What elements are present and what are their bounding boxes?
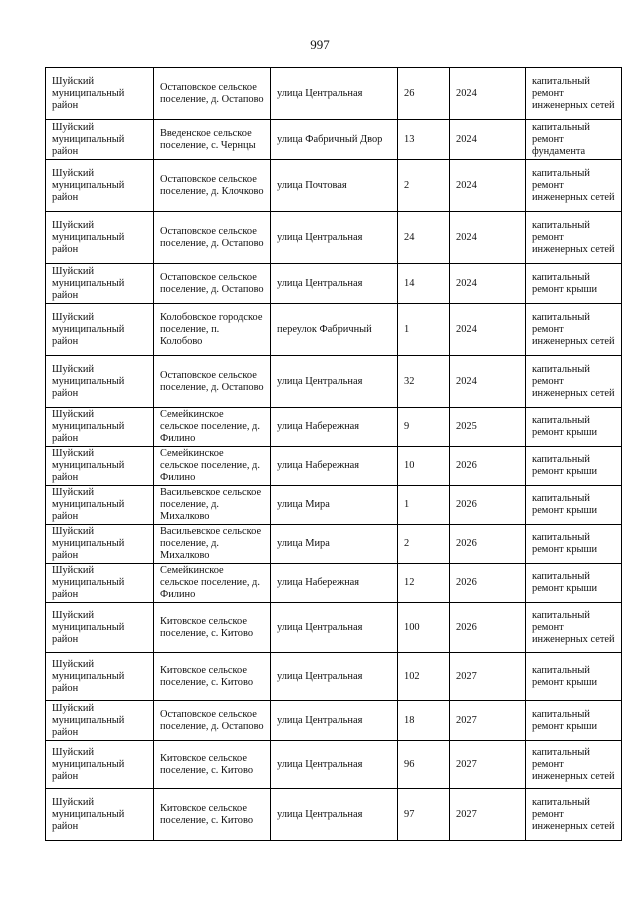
work-type-cell: капитальный ремонт инженерных сетей <box>526 304 622 356</box>
table-row <box>46 701 622 741</box>
district-cell: Шуйский муниципальный район <box>46 212 154 264</box>
house-number-cell: 96 <box>398 741 450 789</box>
house-number-cell: 10 <box>398 447 450 486</box>
table-row <box>46 789 622 841</box>
work-type-cell: капитальный ремонт крыши <box>526 564 622 603</box>
table-row <box>46 68 622 120</box>
street-cell: переулок Фабричный <box>271 304 398 356</box>
district-cell: Шуйский муниципальный район <box>46 120 154 160</box>
district-cell: Шуйский муниципальный район <box>46 701 154 741</box>
street-cell: улица Почтовая <box>271 160 398 212</box>
house-number-cell: 18 <box>398 701 450 741</box>
street-cell: улица Набережная <box>271 447 398 486</box>
house-number-cell: 14 <box>398 264 450 304</box>
work-type-cell: капитальный ремонт инженерных сетей <box>526 68 622 120</box>
settlement-cell: Остаповское сельское поселение, д. Остапово <box>154 356 271 408</box>
table-row <box>46 447 622 486</box>
settlement-cell: Остаповское сельское поселение, д. Остапово <box>154 68 271 120</box>
work-type-cell: капитальный ремонт фундамента <box>526 120 622 160</box>
street-cell: улица Центральная <box>271 264 398 304</box>
district-cell: Шуйский муниципальный район <box>46 356 154 408</box>
street-cell: улица Набережная <box>271 564 398 603</box>
house-number-cell: 100 <box>398 603 450 653</box>
table-row <box>46 120 622 160</box>
table-row <box>46 486 622 525</box>
house-number-cell: 32 <box>398 356 450 408</box>
district-cell: Шуйский муниципальный район <box>46 447 154 486</box>
table-row <box>46 264 622 304</box>
settlement-cell: Китовское сельское поселение, с. Китово <box>154 603 271 653</box>
district-cell: Шуйский муниципальный район <box>46 408 154 447</box>
repair-schedule-table <box>45 67 622 841</box>
settlement-cell: Остаповское сельское поселение, д. Остапово <box>154 212 271 264</box>
table-row <box>46 304 622 356</box>
table-row <box>46 356 622 408</box>
settlement-cell: Васильевское сельское поселение, д. Михалково <box>154 486 271 525</box>
work-type-cell: капитальный ремонт крыши <box>526 447 622 486</box>
house-number-cell: 12 <box>398 564 450 603</box>
house-number-cell: 2 <box>398 160 450 212</box>
house-number-cell: 24 <box>398 212 450 264</box>
page-number: 997 <box>310 37 330 52</box>
district-cell: Шуйский муниципальный район <box>46 486 154 525</box>
year-cell: 2026 <box>450 447 526 486</box>
table-row <box>46 408 622 447</box>
house-number-cell: 102 <box>398 653 450 701</box>
work-type-cell: капитальный ремонт крыши <box>526 653 622 701</box>
table-row <box>46 160 622 212</box>
table-row <box>46 603 622 653</box>
district-cell: Шуйский муниципальный район <box>46 304 154 356</box>
district-cell: Шуйский муниципальный район <box>46 789 154 841</box>
year-cell: 2024 <box>450 68 526 120</box>
settlement-cell: Введенское сельское поселение, с. Чернцы <box>154 120 271 160</box>
house-number-cell: 1 <box>398 486 450 525</box>
house-number-cell: 97 <box>398 789 450 841</box>
street-cell: улица Центральная <box>271 741 398 789</box>
year-cell: 2024 <box>450 304 526 356</box>
year-cell: 2027 <box>450 653 526 701</box>
house-number-cell: 26 <box>398 68 450 120</box>
street-cell: улица Центральная <box>271 701 398 741</box>
year-cell: 2026 <box>450 525 526 564</box>
street-cell: улица Набережная <box>271 408 398 447</box>
settlement-cell: Семейкинское сельское поселение, д. Филино <box>154 447 271 486</box>
table-row <box>46 653 622 701</box>
settlement-cell: Остаповское сельское поселение, д. Клочково <box>154 160 271 212</box>
district-cell: Шуйский муниципальный район <box>46 653 154 701</box>
year-cell: 2024 <box>450 160 526 212</box>
work-type-cell: капитальный ремонт инженерных сетей <box>526 741 622 789</box>
work-type-cell: капитальный ремонт инженерных сетей <box>526 212 622 264</box>
year-cell: 2024 <box>450 264 526 304</box>
year-cell: 2026 <box>450 486 526 525</box>
year-cell: 2024 <box>450 120 526 160</box>
district-cell: Шуйский муниципальный район <box>46 525 154 564</box>
work-type-cell: капитальный ремонт крыши <box>526 486 622 525</box>
district-cell: Шуйский муниципальный район <box>46 68 154 120</box>
house-number-cell: 2 <box>398 525 450 564</box>
work-type-cell: капитальный ремонт крыши <box>526 525 622 564</box>
table-row <box>46 212 622 264</box>
settlement-cell: Китовское сельское поселение, с. Китово <box>154 741 271 789</box>
district-cell: Шуйский муниципальный район <box>46 160 154 212</box>
work-type-cell: капитальный ремонт инженерных сетей <box>526 603 622 653</box>
district-cell: Шуйский муниципальный район <box>46 264 154 304</box>
year-cell: 2027 <box>450 741 526 789</box>
house-number-cell: 13 <box>398 120 450 160</box>
district-cell: Шуйский муниципальный район <box>46 603 154 653</box>
house-number-cell: 9 <box>398 408 450 447</box>
work-type-cell: капитальный ремонт крыши <box>526 264 622 304</box>
work-type-cell: капитальный ремонт крыши <box>526 701 622 741</box>
street-cell: улица Центральная <box>271 212 398 264</box>
table-row <box>46 525 622 564</box>
district-cell: Шуйский муниципальный район <box>46 741 154 789</box>
settlement-cell: Семейкинское сельское поселение, д. Филино <box>154 564 271 603</box>
year-cell: 2027 <box>450 701 526 741</box>
street-cell: улица Центральная <box>271 603 398 653</box>
table-row <box>46 564 622 603</box>
street-cell: улица Центральная <box>271 789 398 841</box>
settlement-cell: Китовское сельское поселение, с. Китово <box>154 653 271 701</box>
settlement-cell: Васильевское сельское поселение, д. Михалково <box>154 525 271 564</box>
street-cell: улица Мира <box>271 486 398 525</box>
work-type-cell: капитальный ремонт инженерных сетей <box>526 789 622 841</box>
table-row <box>46 741 622 789</box>
settlement-cell: Остаповское сельское поселение, д. Остапово <box>154 264 271 304</box>
year-cell: 2025 <box>450 408 526 447</box>
year-cell: 2026 <box>450 564 526 603</box>
settlement-cell: Семейкинское сельское поселение, д. Филино <box>154 408 271 447</box>
work-type-cell: капитальный ремонт инженерных сетей <box>526 160 622 212</box>
work-type-cell: капитальный ремонт крыши <box>526 408 622 447</box>
work-type-cell: капитальный ремонт инженерных сетей <box>526 356 622 408</box>
year-cell: 2024 <box>450 356 526 408</box>
street-cell: улица Центральная <box>271 68 398 120</box>
settlement-cell: Колобовское городское поселение, п. Колобово <box>154 304 271 356</box>
street-cell: улица Фабричный Двор <box>271 120 398 160</box>
district-cell: Шуйский муниципальный район <box>46 564 154 603</box>
year-cell: 2026 <box>450 603 526 653</box>
house-number-cell: 1 <box>398 304 450 356</box>
year-cell: 2024 <box>450 212 526 264</box>
settlement-cell: Остаповское сельское поселение, д. Остапово <box>154 701 271 741</box>
year-cell: 2027 <box>450 789 526 841</box>
street-cell: улица Мира <box>271 525 398 564</box>
settlement-cell: Китовское сельское поселение, с. Китово <box>154 789 271 841</box>
street-cell: улица Центральная <box>271 356 398 408</box>
street-cell: улица Центральная <box>271 653 398 701</box>
